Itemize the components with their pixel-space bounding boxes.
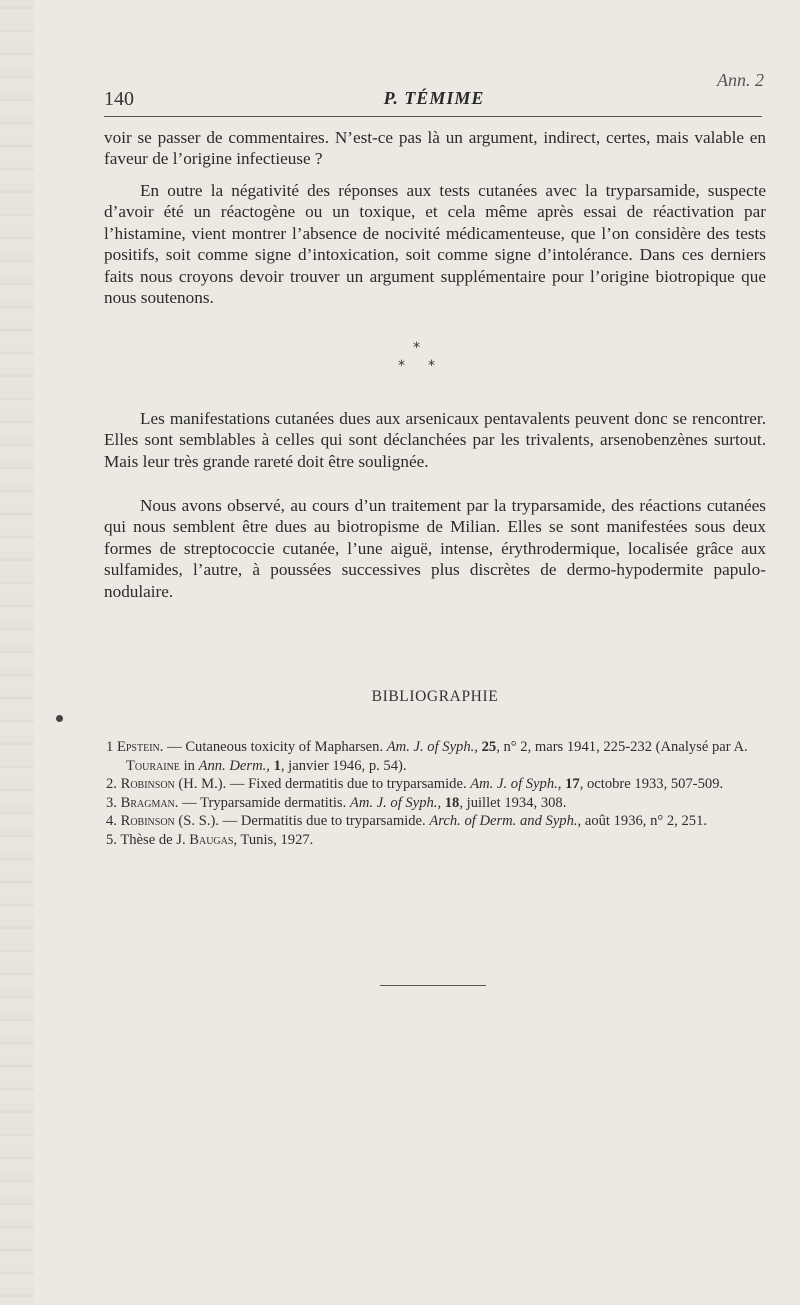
bibliography-entry xyxy=(104,775,766,794)
paragraph-2 xyxy=(104,180,766,308)
entry-text: in xyxy=(179,757,199,774)
page-header xyxy=(104,88,764,110)
paragraph-text: voir se passer de commentaires. N’est-ce pas là un argument, indirect, certes, mais valable en faveur de l’origine infectieuse ? xyxy=(104,128,766,169)
section-separator xyxy=(380,340,460,380)
entry-text: , octobre 1933, 507-509. xyxy=(579,776,724,793)
header-rule xyxy=(104,116,762,117)
entry-text: — Tryparsamide dermatitis. xyxy=(178,794,350,811)
entry-author: Touraine xyxy=(126,757,180,774)
entry-author: Bragman. xyxy=(120,794,179,811)
separator-star: * xyxy=(428,358,435,374)
entry-volume: 25 xyxy=(481,739,497,755)
entry-text: (S. S.). — Dermatitis due to tryparsamide. xyxy=(174,813,430,830)
entry-journal: Am. J. of Syph., xyxy=(386,739,482,755)
entry-author: Robinson xyxy=(120,776,175,793)
bibliography-entry xyxy=(104,738,766,775)
entry-text: , juillet 1934, 308. xyxy=(459,794,567,811)
entry-volume: 18 xyxy=(444,794,460,811)
bibliography-title: BIBLIOGRAPHIE xyxy=(371,688,499,705)
entry-text: Thèse de J. xyxy=(120,831,190,848)
entry-author: Epstein. xyxy=(116,739,164,755)
entry-journal: Ann. Derm., xyxy=(198,757,274,774)
page-number: 140 xyxy=(104,88,134,110)
entry-number: 2. xyxy=(106,776,121,793)
end-rule xyxy=(380,985,486,986)
entry-text: , août 1936, n° 2, 251. xyxy=(577,813,708,830)
entry-text: , Tunis, 1927. xyxy=(233,831,314,848)
separator-star: * xyxy=(398,358,405,374)
entry-text: — Cutaneous toxicity of Mapharsen. xyxy=(163,739,387,755)
entry-number: 5. xyxy=(106,831,121,848)
paragraph-3 xyxy=(104,408,766,472)
entry-author: Robinson xyxy=(120,813,175,830)
margin-mark xyxy=(56,715,63,722)
entry-journal: Am. J. of Syph., xyxy=(349,794,445,811)
entry-volume: 17 xyxy=(565,776,580,793)
entry-author: Baugas xyxy=(189,831,234,848)
entry-text: , n° 2, mars 1941, 225-232 (Analysé par A. xyxy=(496,739,748,755)
entry-volume: 1 xyxy=(273,757,281,774)
paragraph-text: En outre la négativité des réponses aux tests cutanées avec la tryparsamide, suspecte d’avoir été un réactogène ou un toxique, et cela même après essai de réactivation par l’histamine, vient montrer l’absence de nocivité médicamenteuse, que l’on considère des tests positifs, soit comme signe d’intoxication, soit comme signe d’intolérance. Dans ces derniers faits nous croyons devoir trouver un argument supplémentaire pour l’origine biotropique que nous soutenons. xyxy=(104,181,766,308)
bibliography-list xyxy=(104,738,766,850)
bibliography-entry xyxy=(104,812,766,831)
entry-number: 4. xyxy=(106,813,121,830)
running-head: P. TÉMIME xyxy=(383,88,485,108)
paragraph-text: Nous avons observé, au cours d’un traitement par la tryparsamide, des réactions cutanées qui nous semblent être dues au biotropisme de Milian. Elles se sont manifestées sous deux formes de streptococcie cutanée, l’une aiguë, intense, érythrodermique, localisée grâce aux sulfamides, l’autre, à poussées successives plus discrètes de dermo-hypodermite papulo-nodulaire. xyxy=(104,496,766,601)
paragraph-4 xyxy=(104,495,766,602)
entry-journal: Am. J. of Syph., xyxy=(470,776,566,793)
entry-number: 3. xyxy=(106,794,121,811)
separator-star: * xyxy=(413,340,420,356)
paragraph-1 xyxy=(104,127,766,170)
entry-journal: Arch. of Derm. and Syph. xyxy=(429,813,578,830)
bibliography-entry xyxy=(104,794,766,813)
bibliography-entry xyxy=(104,831,766,850)
paragraph-text: Les manifestations cutanées dues aux arsenicaux pentavalents peuvent donc se rencontrer. Elles sont semblables à celles qui sont déclanchées par les trivalents, arsenobenzènes surtout. Mais leur très grande rareté doit être soulignée. xyxy=(104,409,766,471)
entry-text: , janvier 1946, p. 54). xyxy=(280,757,407,774)
page-binding-edge xyxy=(0,0,34,1305)
journal-abbreviation: Ann. 2 xyxy=(717,70,764,90)
entry-number: 1 xyxy=(106,739,117,755)
entry-text: (H. M.). — Fixed dermatitis due to tryparsamide. xyxy=(174,776,471,793)
